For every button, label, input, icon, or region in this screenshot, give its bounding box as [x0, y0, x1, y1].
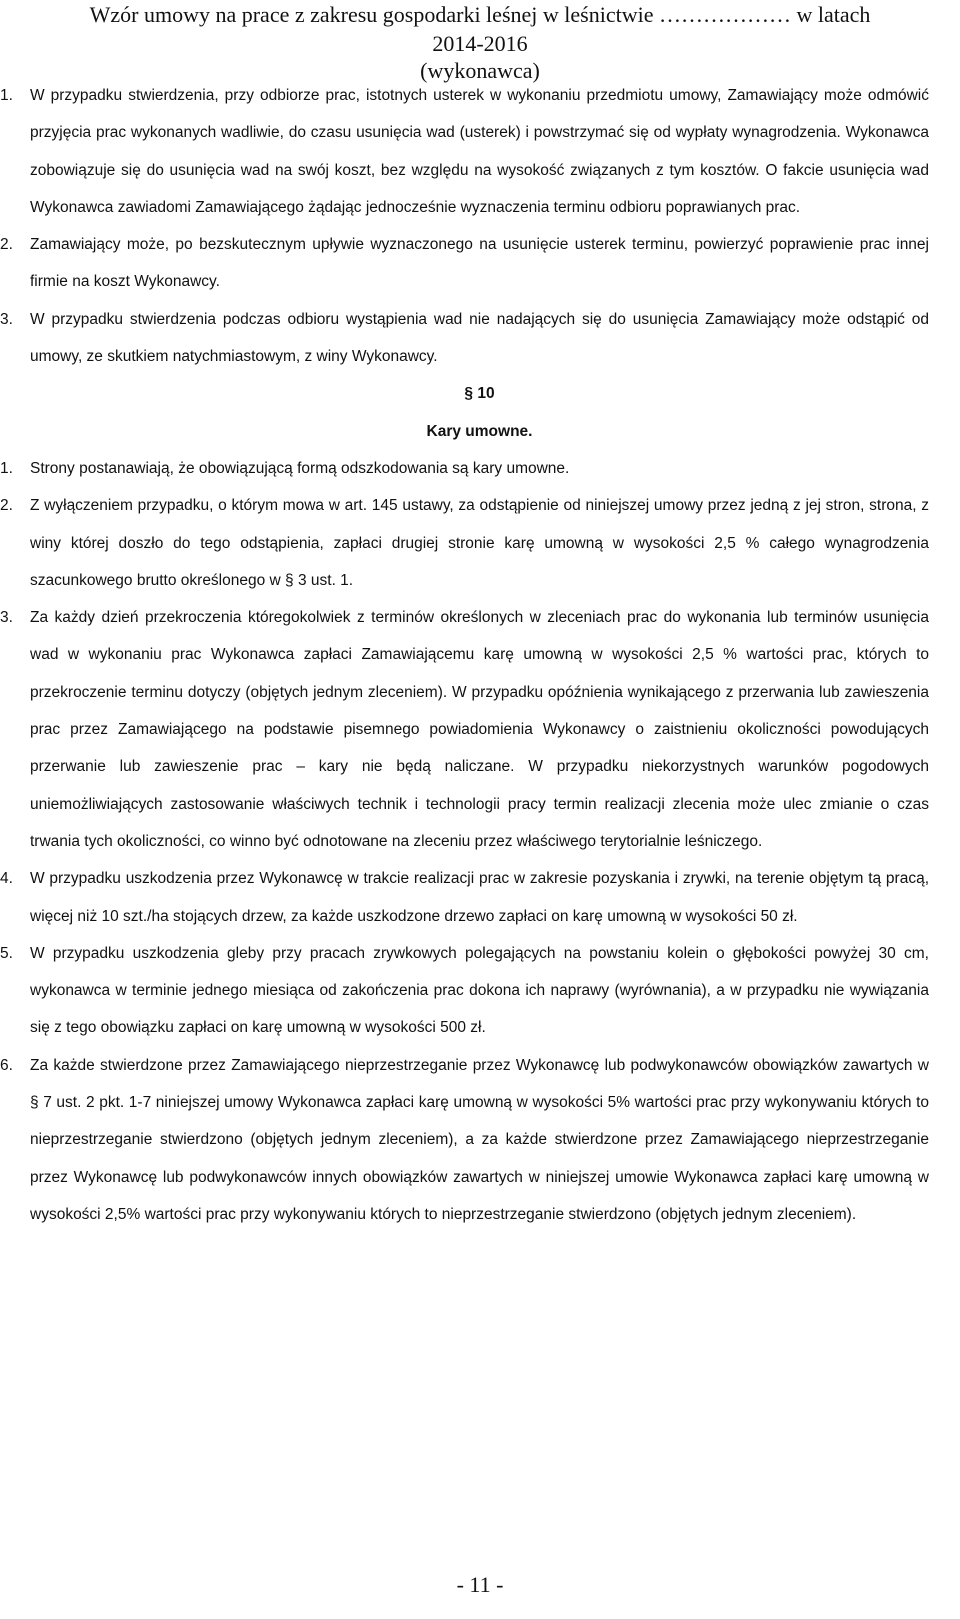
item-text: Z wyłączeniem przypadku, o którym mowa w art. 145 ustawy, za odstąpienie od niniejszej umowy przez jedną z jej stron, strona, z winy której doszło do tego odstąpienia, zapłaci drugiej stronie karę umowną w wysokości 2,5 % całego wynagrodzenia szacunkowego brutto określonego w § 3 ust. 1.: [30, 497, 929, 589]
list-item: [0, 860, 929, 935]
header-party: (wykonawca): [420, 58, 540, 83]
penalties-list: [0, 450, 929, 1233]
document-body: [0, 77, 929, 1233]
item-text: W przypadku stwierdzenia podczas odbioru wystąpienia wad nie nadających się do usunięcia Zamawiający może odstąpić od umowy, ze skutkiem natychmiastowym, z winy Wykonawcy.: [30, 310, 929, 366]
item-number: 1.: [0, 87, 13, 104]
list-item: [0, 599, 929, 860]
item-number: 5.: [0, 944, 13, 962]
item-number: 1.: [0, 459, 13, 477]
item-number: 3.: [0, 310, 13, 328]
list-item: [0, 226, 929, 301]
list-item: [0, 487, 929, 599]
item-text: Za każde stwierdzone przez Zamawiającego nieprzestrzeganie przez Wykonawcę lub podwykonawców obowiązków zawartych w § 7 ust. 2 pkt. 1-7 niniejszej umowy Wykonawca zapłaci karę umowną w wysokości 5% wartości prac przy wykonywaniu których to nieprzestrzeganie stwierdzono (objętych jednym zleceniem), a za każde stwierdzone przez Zamawiającego nieprzestrzeganie przez Wykonawcę lub podwykonawców innych obowiązków zawartych w niniejszej umowie Wykonawca zapłaci karę umowną w wysokości 2,5% wartości prac przy wykonywaniu których to nieprzestrzeganie stwierdzono (objętych jednym zleceniem).: [30, 1056, 929, 1223]
item-text: Zamawiający może, po bezskutecznym upływie wyznaczonego na usunięcie usterek terminu, powierzyć poprawienie prac innej firmie na koszt Wykonawcy.: [30, 236, 929, 291]
header-title: Wzór umowy na prace z zakresu gospodarki leśnej w leśnictwie ……………… w latach: [89, 2, 871, 27]
list-item: [0, 450, 929, 487]
section-number: § 10: [464, 385, 495, 403]
list-item: [0, 301, 929, 376]
list-item: [0, 1047, 929, 1233]
item-text: Za każdy dzień przekroczenia któregokolwiek z terminów określonych w zleceniach prac do wykonania lub terminów usunięcia wad w wykonaniu prac Wykonawca zapłaci Zamawiającemu karę umowną w wysokości 2,5 % wartości prac, których to przekroczenie terminu dotyczy (objętych jednym zleceniem). W przypadku opóźnienia wynikającego z przerwania lub zawieszenia prac przez Zamawiającego na podstawie pisemnego powiadomienia Wykonawcy o zaistnieniu okoliczności powodujących przerwanie lub zawieszenie prac – kary nie będą naliczane. W przypadku niekorzystnych warunków pogodowych uniemożliwiających zastosowanie właściwych technik i technologii pracy termin realizacji zlecenia może ulec zmianie o czas trwania tych okoliczności, co winno być odnotowane na zleceniu przez właściwego terytorialnie leśniczego.: [30, 609, 929, 850]
list-item: [0, 935, 929, 1047]
section-heading: Kary umowne.: [426, 422, 533, 440]
item-text: W przypadku stwierdzenia, przy odbiorze prac, istotnych usterek w wykonaniu przedmiotu umowy, Zamawiający może odmówić przyjęcia prac wykonanych wadliwie, do czasu usunięcia wad (usterek) i powstrzymać się od wypłaty wynagrodzenia. Wykonawca zobowiązuje się do usunięcia wad na swój koszt, bez względu na wysokość związanych z tym kosztów. O fakcie usunięcia wad Wykonawca zawiadomi Zamawiającego żądając jednocześnie wyznaczenia terminu odbioru poprawianych prac.: [30, 87, 929, 216]
item-number: 2.: [0, 236, 13, 254]
item-number: 4.: [0, 870, 13, 888]
list-item: [0, 77, 929, 226]
document-header: [0, 0, 960, 85]
item-number: 6.: [0, 1056, 13, 1074]
item-number: 2.: [0, 497, 13, 515]
item-number: 3.: [0, 609, 13, 627]
header-years: 2014-2016: [432, 31, 528, 56]
item-text: W przypadku uszkodzenia gleby przy pracach zrywkowych polegających na powstaniu kolein o głębokości powyżej 30 cm, wykonawca w terminie jednego miesiąca od zakończenia prac dokona ich naprawy (wyrównania), a w przypadku nie wywiązania się z tego obowiązku zapłaci on karę umowną w wysokości 500 zł.: [30, 944, 929, 1037]
item-text: W przypadku uszkodzenia przez Wykonawcę w trakcie realizacji prac w zakresie pozyskania i zrywki, na terenie objętym tą pracą, więcej niż 10 szt./ha stojących drzew, za każde uszkodzone drzewo zapłaci on karę umowną w wysokości 50 zł.: [30, 870, 929, 925]
item-text: Strony postanawiają, że obowiązującą formą odszkodowania są kary umowne.: [30, 459, 570, 477]
page-number: - 11 -: [456, 1572, 504, 1597]
previous-section-list: [0, 77, 929, 375]
